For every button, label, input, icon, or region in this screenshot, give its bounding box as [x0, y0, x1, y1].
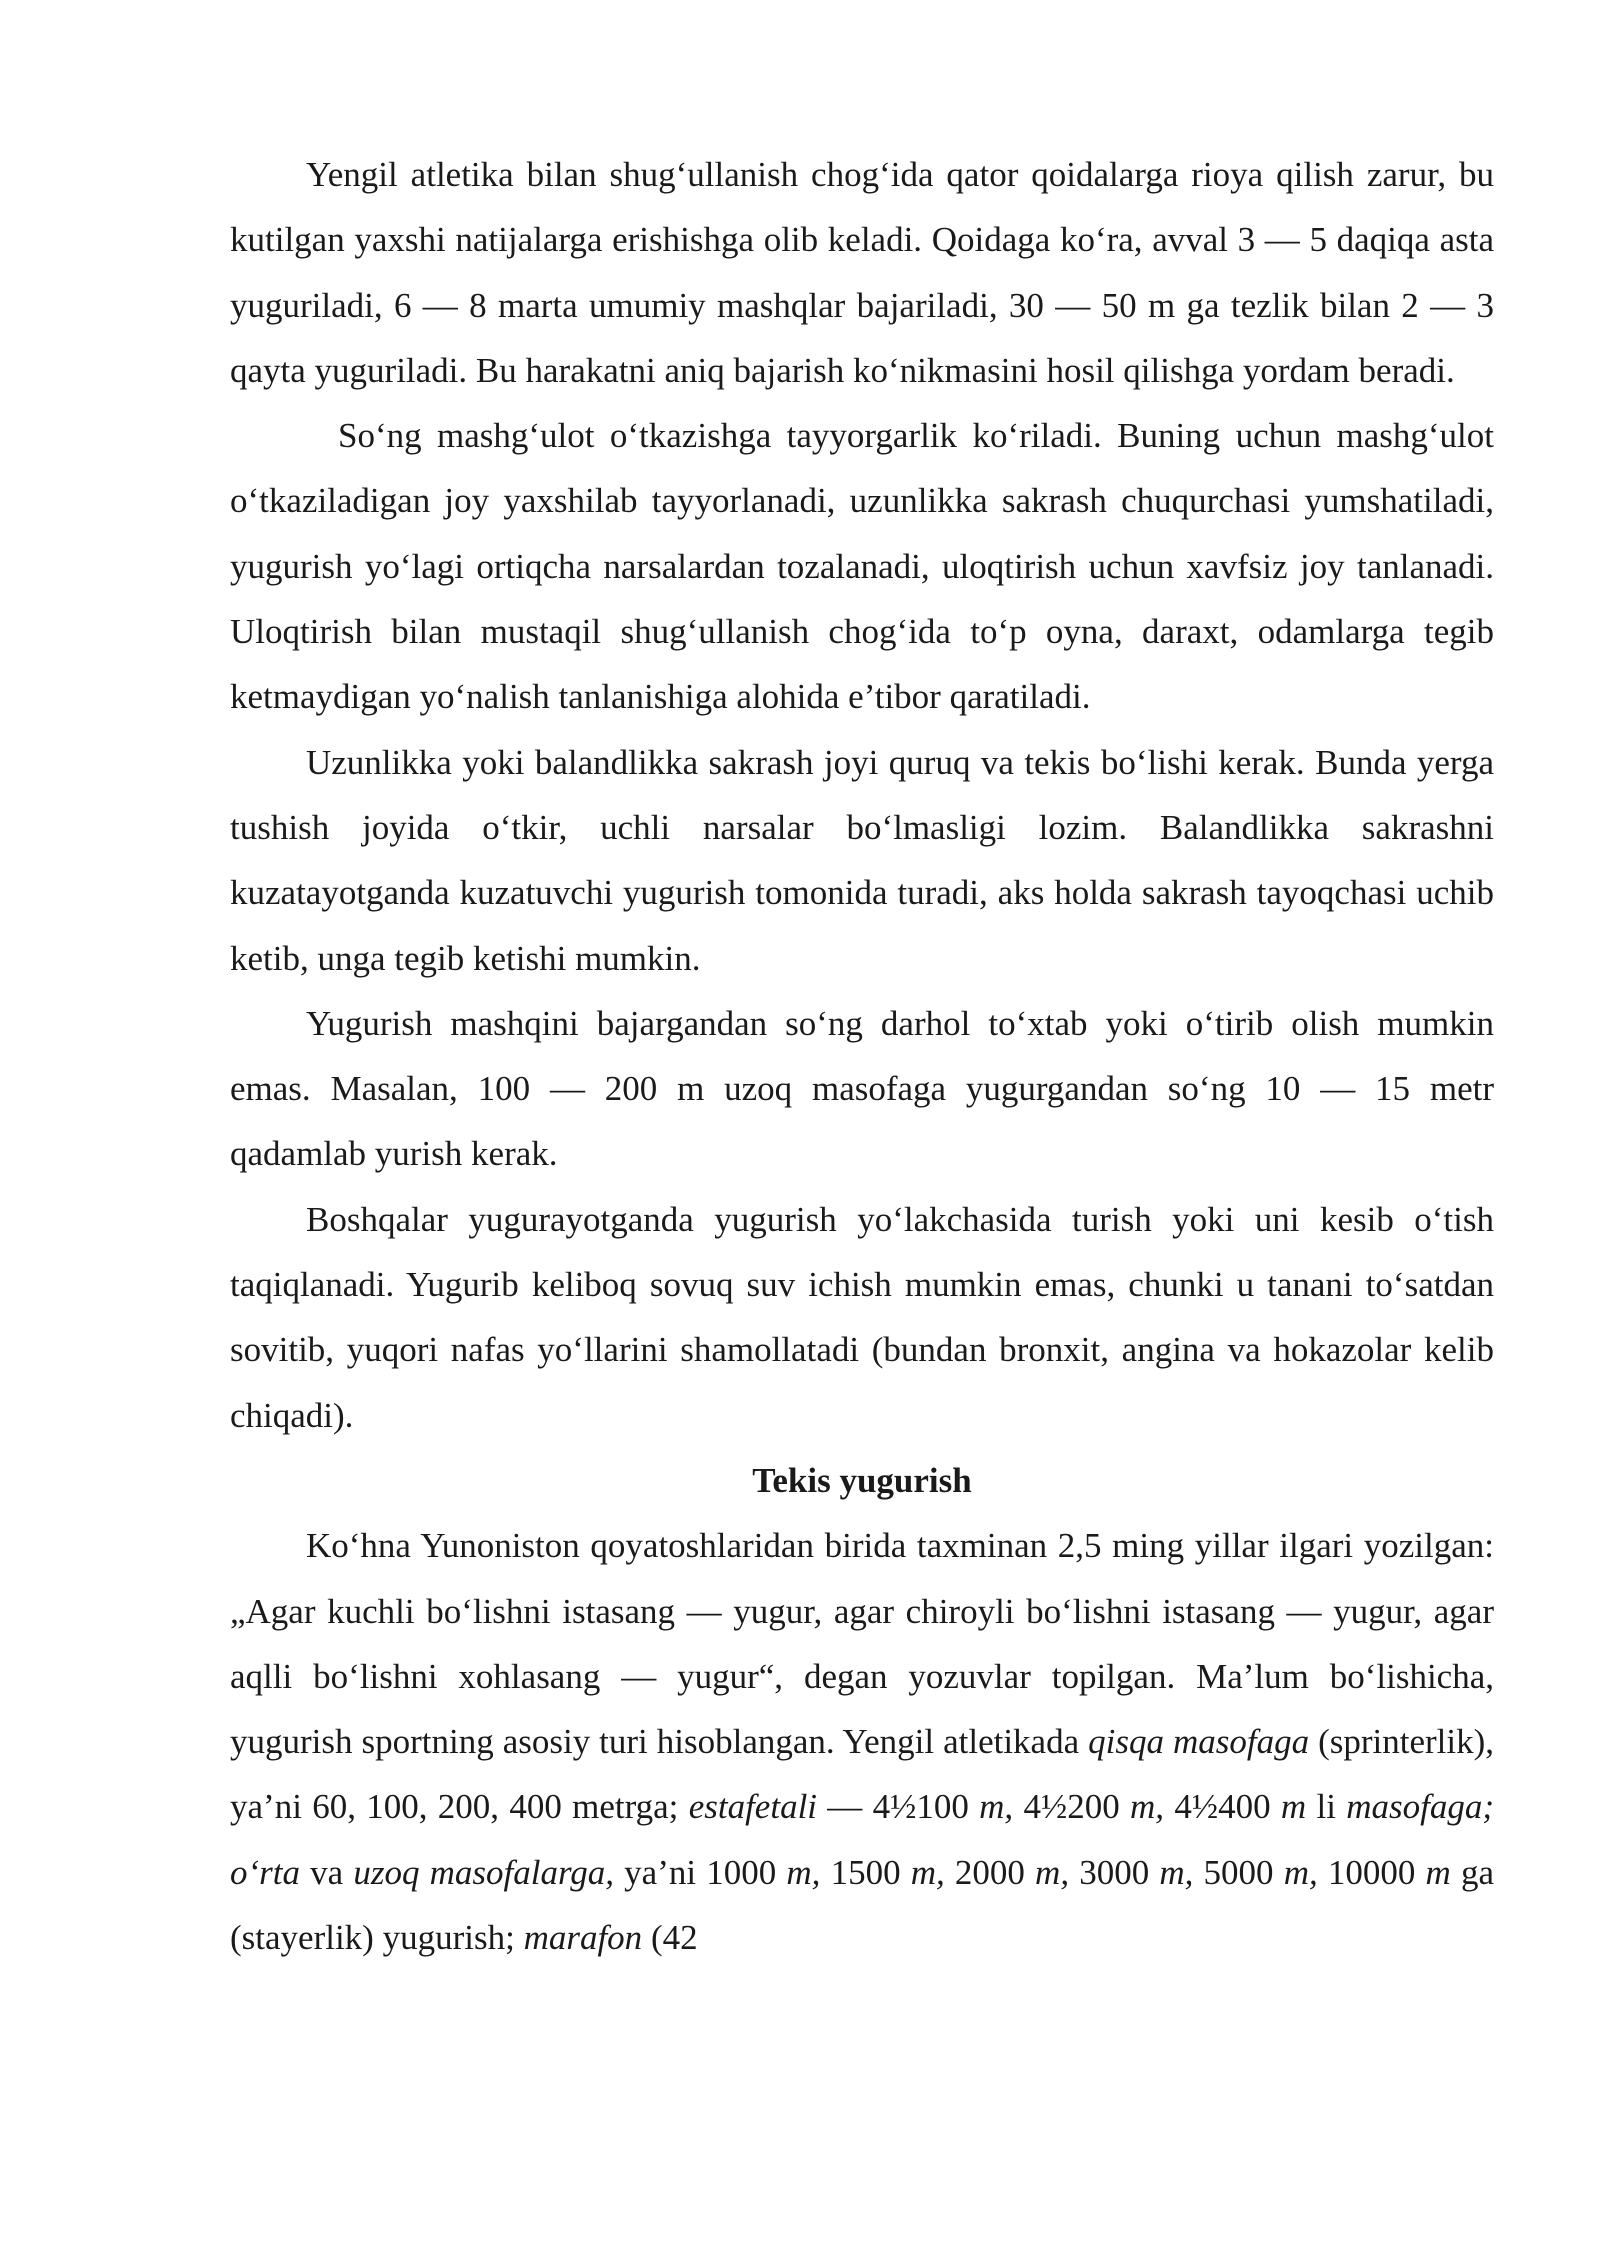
italic-term: m, — [786, 1852, 821, 1892]
paragraph-track-safety: Boshqalar yugurayotganda yugurish yo‘lakchasida turish yoki uni kesib o‘tish taqiqlanadi. Yugurib keliboq sovuq suv ichish mumkin emas, chunki u tanani to‘satdan sovitib, yuqori nafas yo‘llarini shamollatadi (bundan bronxit, angina va hokazolar kelib chiqadi). — [230, 1199, 1494, 1435]
italic-term: marafon — [523, 1918, 643, 1958]
italic-term: masofaga; o‘rta — [230, 1787, 1495, 1892]
text-run: 10000 — [1317, 1852, 1426, 1892]
paragraph-after-running: Yugurish mashqini bajargandan so‘ng darhol to‘xtab yoki o‘tirib olish mumkin emas. Masalan, 100 — 200 m uzoq masofaga yugurgandan so‘ng 10 — 15 metr qadamlab yurish kerak. — [230, 1003, 1494, 1174]
italic-term: m, — [1130, 1787, 1165, 1827]
italic-term: m, — [1035, 1852, 1070, 1892]
italic-term: estafetali — [688, 1787, 818, 1827]
paragraph-jump-area: Uzunlikka yoki balandlikka sakrash joyi quruq va tekis bo‘lishi kerak. Bunda yerga tushish joyida o‘tkir, uchli narsalar bo‘lmasligi lozim. Balandlikka sakrashni kuzatayotganda kuzatuvchi yugurish tomonida turadi, aks holda sakrash tayoqchasi uchib ketib, unga tegib ketishi mumkin. — [230, 742, 1494, 978]
italic-term: qisqa masofaga — [1088, 1722, 1310, 1762]
paragraph-preparation: So‘ng mashg‘ulot o‘tkazishga tayyorgarlik ko‘riladi. Buning uchun mashg‘ulot o‘tkaziladigan joy yaxshilab tayyorlanadi, uzunlikka sakrash chuqurchasi yumshatiladi, yugurish yo‘lagi ortiqcha narsalardan tozalanadi, uloqtirish uchun xavfsiz joy tanlanadi. Uloqtirish bilan mustaqil shug‘ullanish chog‘ida to‘p oyna, daraxt, odamlarga tegib ketmaydigan yo‘nalish tanlanishiga alohida e’tibor qaratiladi. — [230, 416, 1494, 717]
italic-term: m, — [1159, 1852, 1194, 1892]
italic-term: m, — [1283, 1852, 1318, 1892]
italic-term: m — [1280, 1787, 1307, 1827]
italic-term: m, — [979, 1787, 1014, 1827]
text-run: 5000 — [1193, 1852, 1284, 1892]
text-run: 2000 — [944, 1852, 1036, 1892]
text-run: 1500 — [820, 1852, 911, 1892]
text-run: ga (stayerlik) yugurish; — [230, 1852, 1494, 1958]
italic-term: m — [1425, 1852, 1451, 1892]
document-page — [230, 142, 1494, 1970]
text-run: 4½200 — [1013, 1787, 1131, 1827]
text-run: ya’ni 1000 — [614, 1852, 787, 1892]
text-run: (sprinterlik), ya’ni 60, 100, 200, 400 metrga; — [230, 1722, 1494, 1827]
text-run: li — [1306, 1787, 1347, 1827]
paragraph-running-history — [230, 1513, 1494, 1970]
text-run: 4½400 — [1164, 1787, 1281, 1827]
italic-term: uzoq masofalarga, — [353, 1852, 615, 1892]
text-run: 3000 — [1069, 1852, 1160, 1892]
text-run: — 4½100 — [817, 1787, 980, 1827]
text-run: Ko‘hna Yunoniston qoyatoshlaridan birida taxminan 2,5 ming yillar ilgari yozilgan: „Agar kuchli bo‘lishni istasang — yugur, agar chiroyli bo‘lishni istasang — yugur, agar aqlli bo‘lishni xohlasang — yugur“, degan yozuvlar topilgan. Ma’lum bo‘lishicha, yugurish sportning asosiy turi hisoblangan. Yengil atletikada — [230, 1526, 1494, 1762]
text-run: va — [300, 1852, 354, 1892]
italic-term: m, — [910, 1852, 945, 1892]
section-heading: Tekis yugurish — [752, 1460, 972, 1500]
text-run: (42 — [642, 1918, 698, 1958]
paragraph-warmup-rules: Yengil atletika bilan shug‘ullanish chog‘ida qator qoidalarga rioya qilish zarur, bu kutilgan yaxshi natijalarga erishishga olib keladi. Qoidaga ko‘ra, avval 3 — 5 daqiqa asta yuguriladi, 6 — 8 marta umumiy mashqlar bajariladi, 30 — 50 m ga tezlik bilan 2 — 3 qayta yuguriladi. Bu harakatni aniq bajarish ko‘nikmasini hosil qilishga yordam beradi. — [230, 155, 1494, 390]
